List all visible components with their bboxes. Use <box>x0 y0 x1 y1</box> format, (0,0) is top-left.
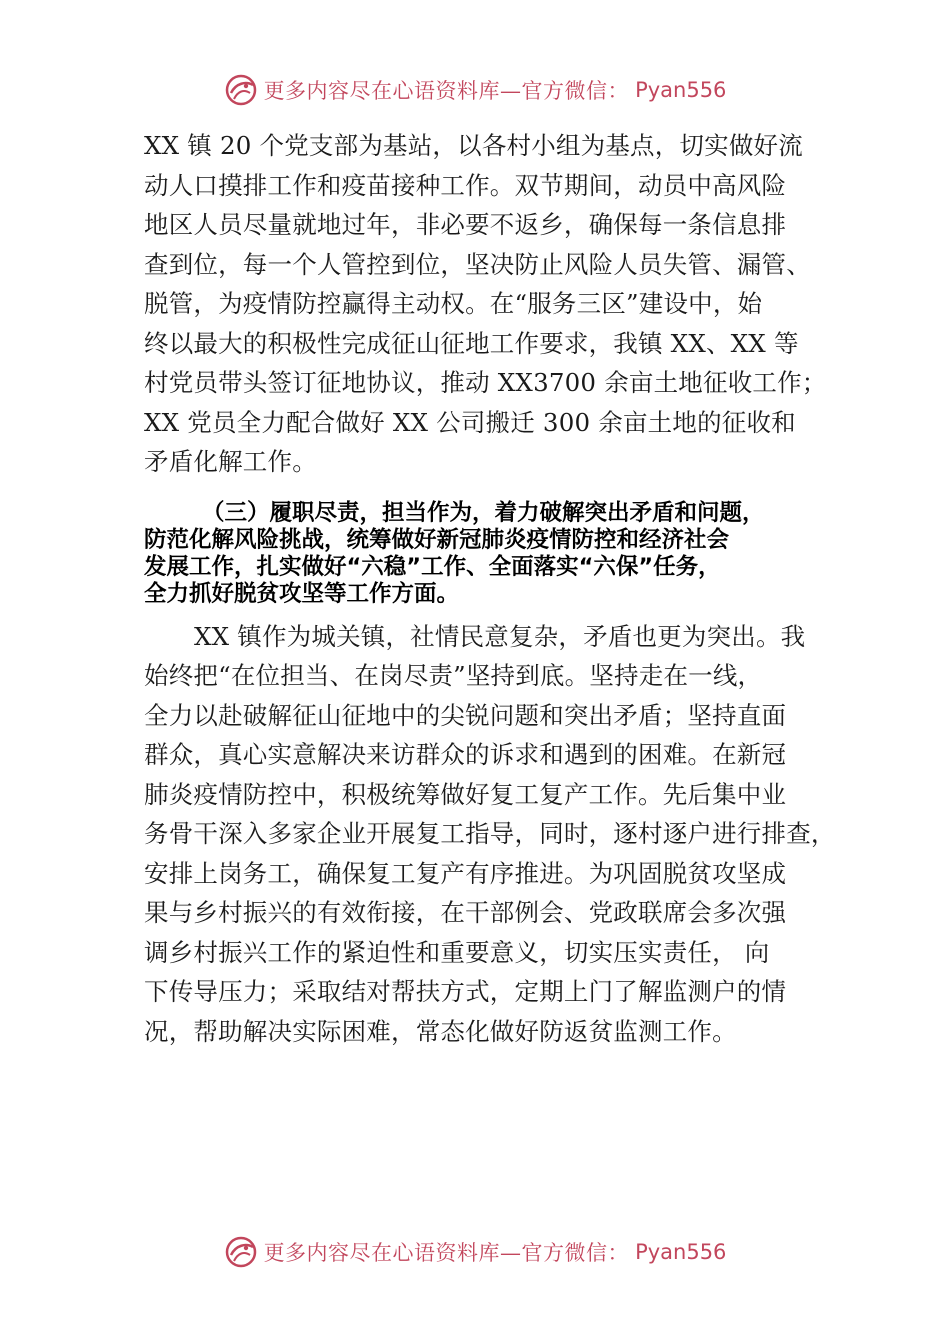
text-line: 下传导压力；采取结对帮扶方式，定期上门了解监测户的情 <box>144 977 787 1006</box>
watermark-text: 更多内容尽在心语资料库—官方微信： <box>263 1241 630 1265</box>
text-line: 脱管，为疫情防控赢得主动权。在“服务三区”建设中，始 <box>144 289 763 318</box>
text-line: 查到位，每一个人管控到位，坚决防止风险人员失管、漏管、 <box>144 249 811 279</box>
heading-line: 全力抓好脱贫攻坚等工作方面。 <box>144 580 460 607</box>
text-line: XX 镇作为城关镇，社情民意复杂，矛盾也更为突出。我 <box>194 621 806 651</box>
document-body <box>144 126 844 1051</box>
text-line: 况，帮助解决实际困难，常态化做好防返贫监测工作。 <box>144 1016 737 1046</box>
paragraph-1 <box>144 126 844 482</box>
heading-line: 防范化解风险挑战，统筹做好新冠肺炎疫情防控和经济社会 <box>144 526 730 553</box>
section-heading-3 <box>144 500 844 608</box>
heading-line: （三）履职尽责，担当作为，着力破解突出矛盾和问题， <box>202 499 765 526</box>
text-line: 肺炎疫情防控中，积极统筹做好复工复产工作。先后集中业 <box>144 779 787 809</box>
text-line: 地区人员尽量就地过年，非必要不返乡，确保每一条信息排 <box>144 210 787 239</box>
brand-logo-icon <box>224 73 258 107</box>
text-line: XX 党员全力配合做好 XX 公司搬迁 300 余亩土地的征收和 <box>144 407 796 437</box>
brand-logo-icon <box>224 1235 258 1269</box>
text-line: 终以最大的积极性完成征山征地工作要求，我镇 XX、XX 等 <box>144 328 799 358</box>
text-line: 果与乡村振兴的有效衔接，在干部例会、党政联席会多次强 <box>144 898 787 927</box>
text-line: 始终把“在位担当、在岗尽责”坚持到底。坚持走在一线， <box>144 661 763 690</box>
text-line: 矛盾化解工作。 <box>144 447 317 476</box>
text-line: 安排上岗务工，确保复工复产有序推进。为巩固脱贫攻坚成 <box>144 858 787 888</box>
paragraph-2 <box>144 617 844 1052</box>
text-line: 务骨干深入多家企业开展复工指导，同时，逐村逐户进行排查， <box>144 819 836 848</box>
watermark-text: 更多内容尽在心语资料库—官方微信： <box>263 79 630 103</box>
text-line: 群众，真心实意解决来访群众的诉求和遇到的困难。在新冠 <box>144 740 787 769</box>
watermark-wechat-id: Pyan556 <box>635 1240 727 1264</box>
watermark-header <box>0 68 950 112</box>
text-line: 动人口摸排工作和疫苗接种工作。双节期间，动员中高风险 <box>144 170 787 200</box>
watermark-footer <box>0 1230 950 1274</box>
text-line: 全力以赴破解征山征地中的尖锐问题和突出矛盾；坚持直面 <box>144 700 787 730</box>
text-line: 调乡村振兴工作的紧迫性和重要意义，切实压实责任， 向 <box>144 937 770 967</box>
watermark-wechat-id: Pyan556 <box>635 78 727 102</box>
heading-line: 发展工作，扎实做好“六稳”工作、全面落实“六保”任务， <box>144 553 721 580</box>
text-line: 村党员带头签订征地协议，推动 XX3700 余亩土地征收工作； <box>144 368 827 397</box>
text-line: XX 镇 20 个党支部为基站，以各村小组为基点，切实做好流 <box>144 131 803 160</box>
